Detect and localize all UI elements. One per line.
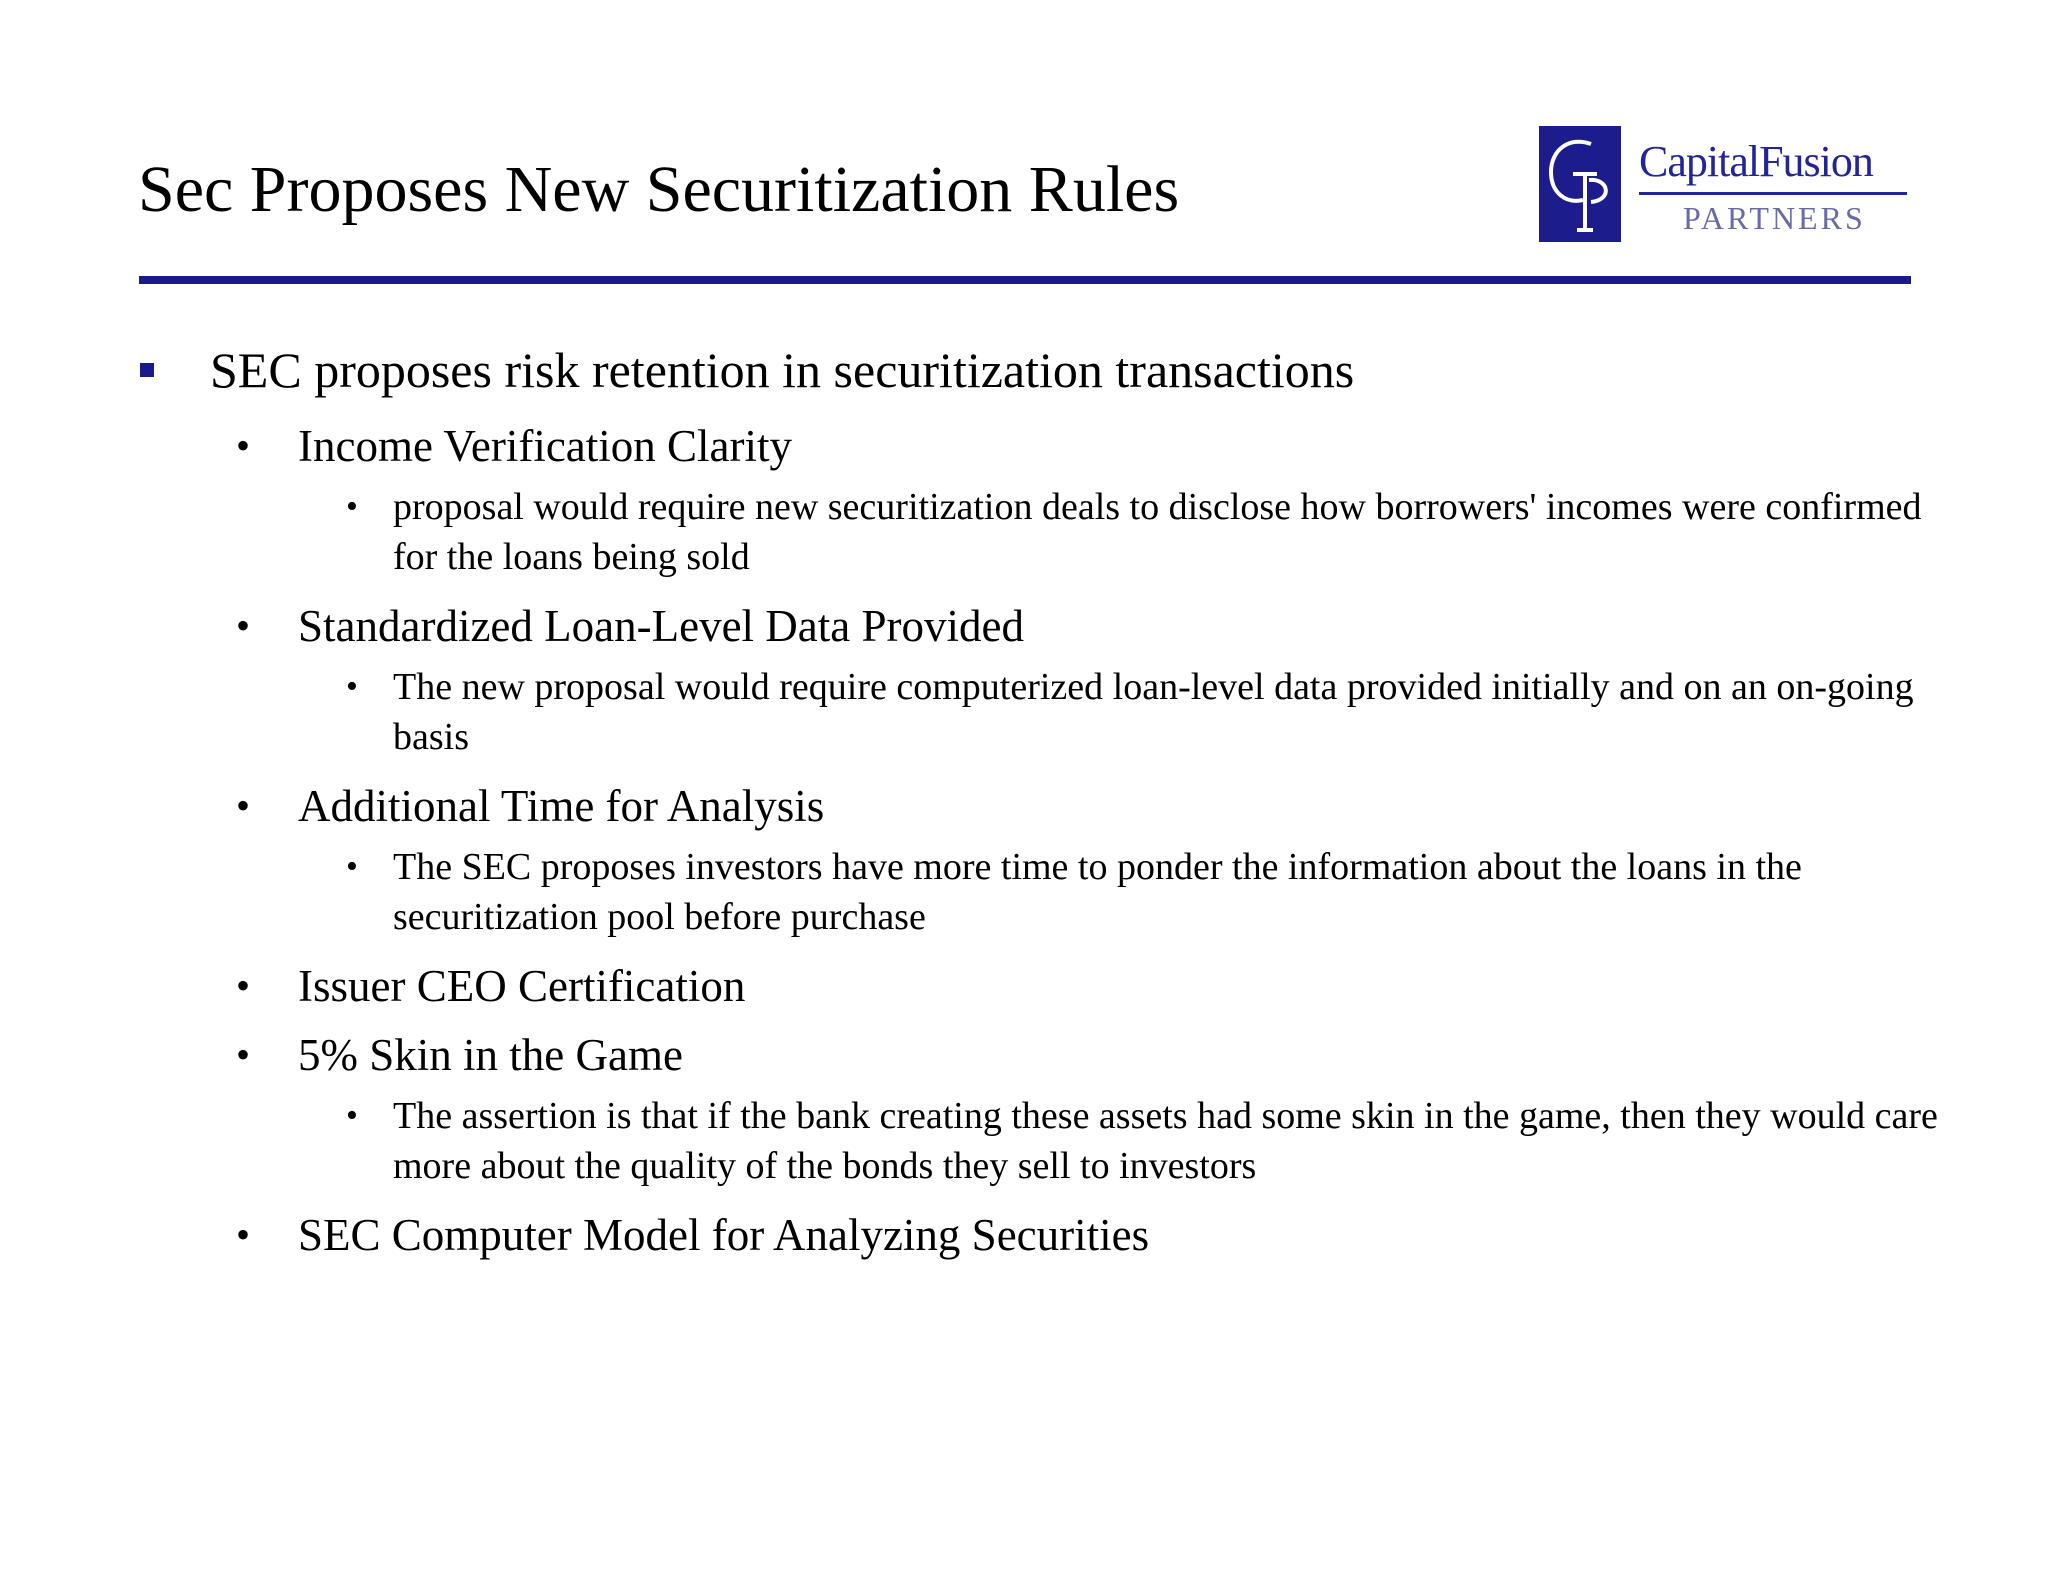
bullet-icon: • xyxy=(346,488,358,525)
sub-bullet-heading: 5% Skin in the Game xyxy=(298,1030,683,1080)
square-bullet-icon xyxy=(140,363,154,377)
title-divider xyxy=(139,276,1911,284)
logo-subtitle: PARTNERS xyxy=(1683,200,1866,236)
sub-bullet-heading: Issuer CEO Certification xyxy=(298,961,746,1011)
logo-name: CapitalFusion xyxy=(1639,137,1873,186)
main-bullet-text: SEC proposes risk retention in securitization transactions xyxy=(210,342,1355,398)
bullet-icon: • xyxy=(346,668,358,705)
bullet-icon: • xyxy=(236,963,251,1008)
logo-rule xyxy=(1639,192,1907,195)
detail-bullet-text: The assertion is that if the bank creating these assets had some skin in the game, then they would care more about the quality of the bonds they sell to investors xyxy=(393,1095,1938,1187)
logo-monogram-icon xyxy=(1539,126,1621,242)
detail-bullet-text: The SEC proposes investors have more time to ponder the information about the loans in the securitization pool before purchase xyxy=(393,846,1802,938)
bullet-icon: • xyxy=(236,603,251,648)
detail-bullet-text: proposal would require new securitization deals to disclose how borrowers' incomes were confirmed for the loans being sold xyxy=(393,486,1922,578)
bullet-icon: • xyxy=(236,783,251,828)
company-logo xyxy=(1539,126,1909,244)
bullet-icon: • xyxy=(346,1097,358,1134)
sub-bullet-heading: Additional Time for Analysis xyxy=(298,781,825,831)
detail-bullet-text: The new proposal would require computerized loan-level data provided initially and on an on-going basis xyxy=(393,666,1914,758)
bullet-icon: • xyxy=(236,423,251,468)
bullet-icon: • xyxy=(236,1032,251,1077)
bullet-icon: • xyxy=(236,1212,251,1257)
sub-bullet-heading: SEC Computer Model for Analyzing Securities xyxy=(298,1210,1150,1260)
sub-bullet-heading: Standardized Loan-Level Data Provided xyxy=(298,601,1024,651)
sub-bullet-heading: Income Verification Clarity xyxy=(298,421,793,471)
slide-title: Sec Proposes New Securitization Rules xyxy=(138,153,1180,226)
bullet-icon: • xyxy=(346,848,358,885)
